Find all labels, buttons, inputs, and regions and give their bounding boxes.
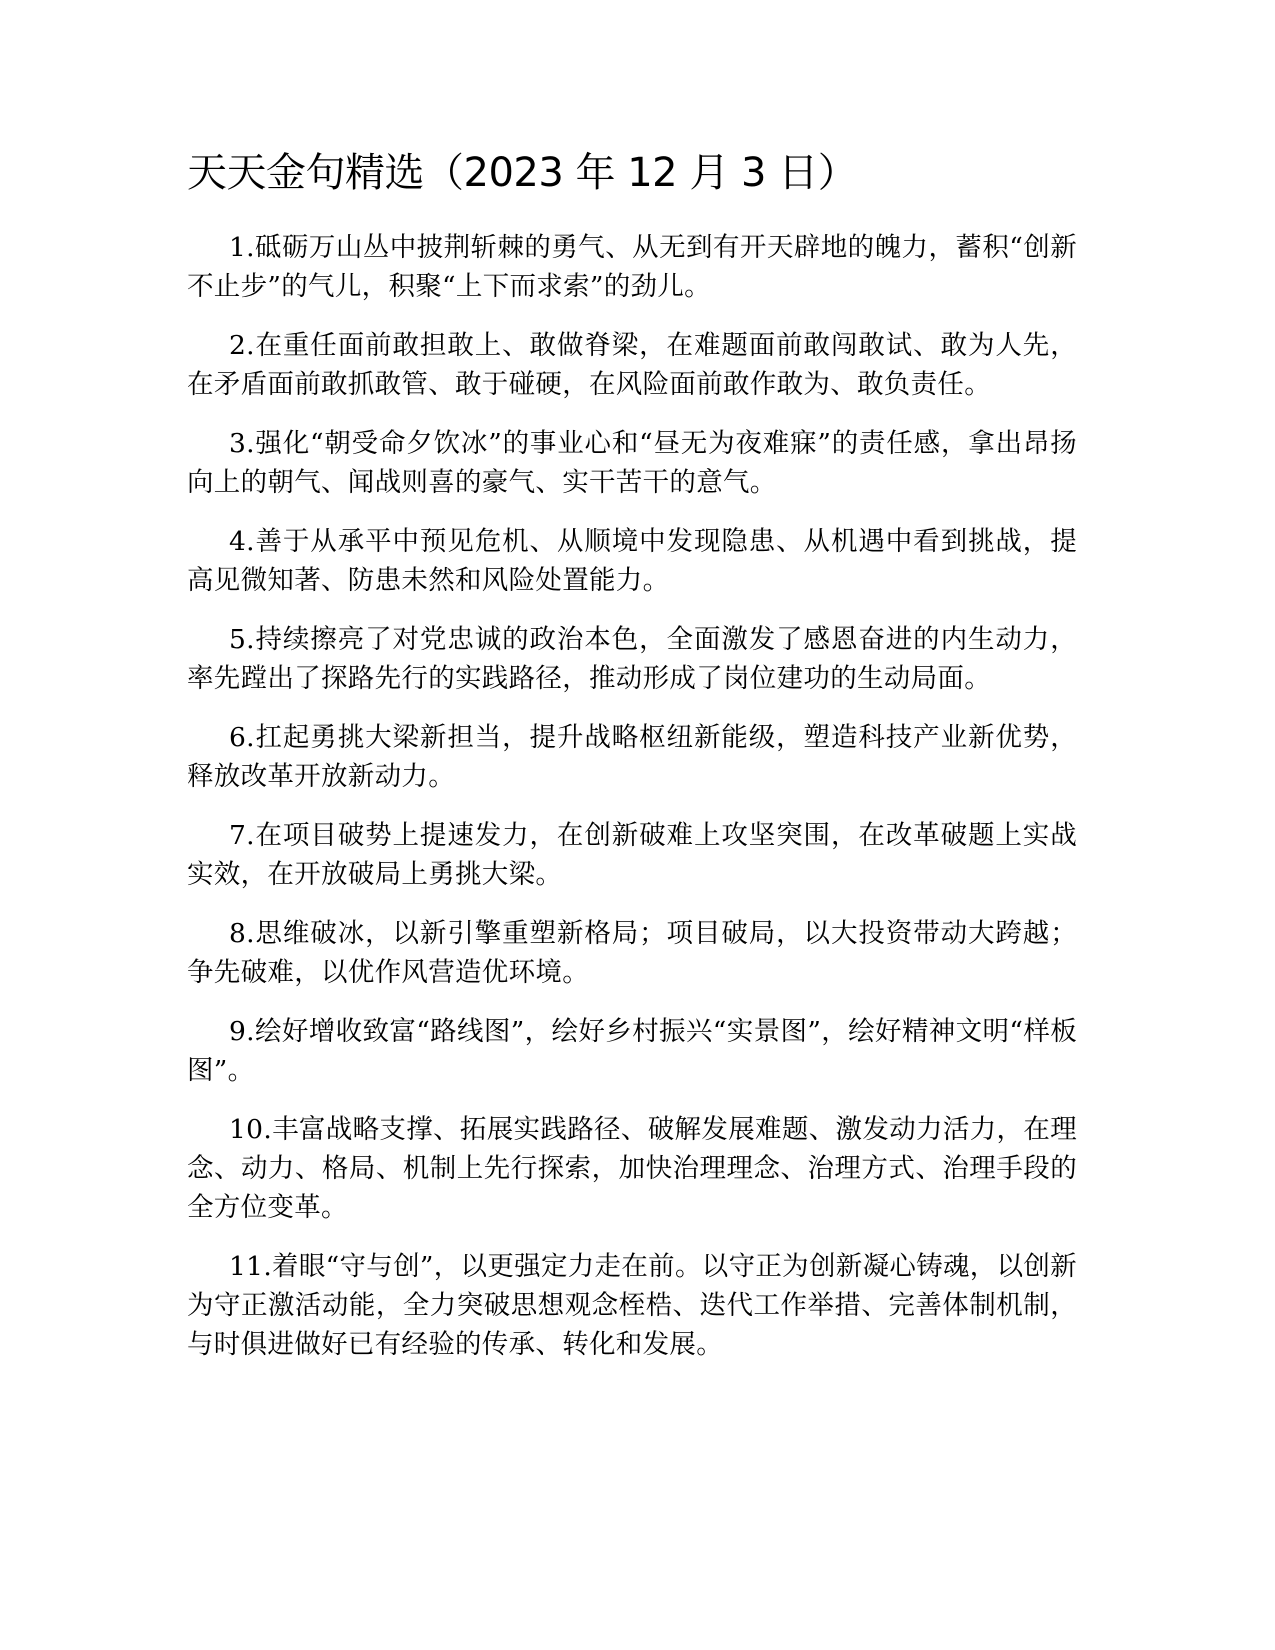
quote-item: 7.在项目破势上提速发力，在创新破难上攻坚突围，在改革破题上实战实效，在开放破局上勇挑大梁。 <box>187 820 1077 890</box>
quote-item: 3.强化“朝受命夕饮冰”的事业心和“昼无为夜难寐”的责任感，拿出昂扬向上的朝气、闻战则喜的豪气、实干苦干的意气。 <box>187 428 1077 498</box>
quote-item: 8.思维破冰，以新引擎重塑新格局；项目破局，以大投资带动大跨越；争先破难，以优作风营造优环境。 <box>187 918 1077 988</box>
quote-item: 9.绘好增收致富“路线图”，绘好乡村振兴“实景图”，绘好精神文明“样板图”。 <box>187 1016 1077 1086</box>
quote-list <box>187 228 1077 1384</box>
quote-item: 2.在重任面前敢担敢上、敢做脊梁，在难题面前敢闯敢试、敢为人先，在矛盾面前敢抓敢管、敢于碰硬，在风险面前敢作敢为、敢负责任。 <box>187 330 1077 400</box>
quote-item: 4.善于从承平中预见危机、从顺境中发现隐患、从机遇中看到挑战，提高见微知著、防患未然和风险处置能力。 <box>187 526 1077 596</box>
quote-item: 6.扛起勇挑大梁新担当，提升战略枢纽新能级，塑造科技产业新优势，释放改革开放新动力。 <box>187 722 1077 792</box>
quote-item: 1.砥砺万山丛中披荆斩棘的勇气、从无到有开天辟地的魄力，蓄积“创新不止步”的气儿，积聚“上下而求索”的劲儿。 <box>187 232 1077 302</box>
page-title: 天天金句精选（2023 年 12 月 3 日） <box>187 150 858 196</box>
quote-item: 11.着眼“守与创”，以更强定力走在前。以守正为创新凝心铸魂，以创新为守正激活动能，全力突破思想观念桎梏、迭代工作举措、完善体制机制，与时俱进做好已有经验的传承、转化和发展。 <box>187 1251 1077 1360</box>
quote-item: 5.持续擦亮了对党忠诚的政治本色，全面激发了感恩奋进的内生动力，率先蹚出了探路先行的实践路径，推动形成了岗位建功的生动局面。 <box>187 624 1077 694</box>
quote-item: 10.丰富战略支撑、拓展实践路径、破解发展难题、激发动力活力，在理念、动力、格局、机制上先行探索，加快治理理念、治理方式、治理手段的全方位变革。 <box>187 1114 1077 1223</box>
